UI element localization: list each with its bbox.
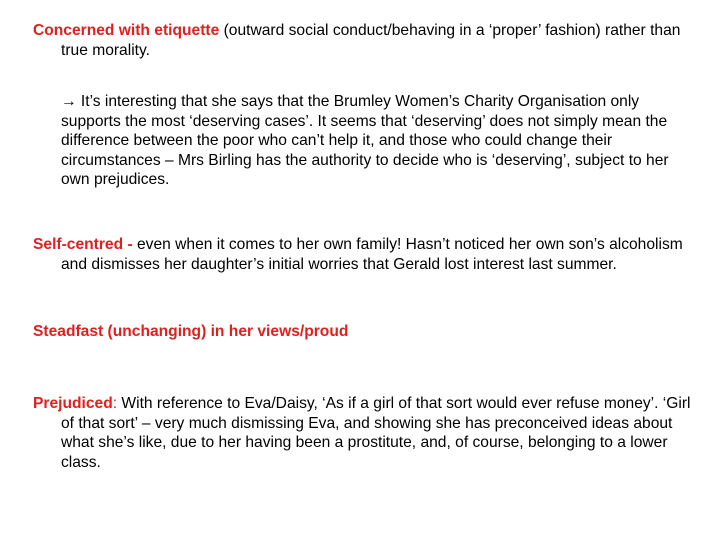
etiquette-text: (outward social conduct/behaving in a ‘proper’ fashion) rather than true morality.: [61, 22, 681, 59]
steadfast-label: Steadfast (unchanging) in her views/proud: [33, 323, 349, 340]
arrow-right-icon: →: [61, 93, 77, 110]
charity-text: It’s interesting that she says that the Brumley Women’s Charity Organisation only supports the most ‘deserving cases’. It seems that ‘deserving’ does not simply mean the difference between the poor who can’t help it, and those who could change their circumstances – Mrs Birling has the authority to decide who is ‘deserving’, subject to her own prejudices.: [61, 93, 669, 189]
etiquette-paragraph: [33, 21, 693, 60]
self-centred-text: even when it comes to her own family! Hasn’t noticed her own son’s alcoholism and dismisses her daughter’s initial worries that Gerald lost interest last summer.: [61, 236, 683, 273]
prejudiced-text: With reference to Eva/Daisy, ‘As if a girl of that sort would ever refuse money’. ‘Girl of that sort’ – very much dismissing Eva, and showing she has preconceived ideas about what she’s like, due to her having been a prostitute, and, of course, belonging to a lower class.: [61, 395, 691, 471]
etiquette-label: Concerned with etiquette: [33, 22, 220, 39]
prejudiced-colon: :: [112, 395, 118, 412]
prejudiced-paragraph: [33, 394, 693, 472]
self-centred-label: Self-centred -: [33, 236, 133, 253]
steadfast-paragraph: [33, 322, 693, 342]
self-centred-paragraph: [33, 235, 693, 274]
prejudiced-label: Prejudiced: [33, 395, 113, 412]
charity-paragraph: [61, 92, 691, 190]
